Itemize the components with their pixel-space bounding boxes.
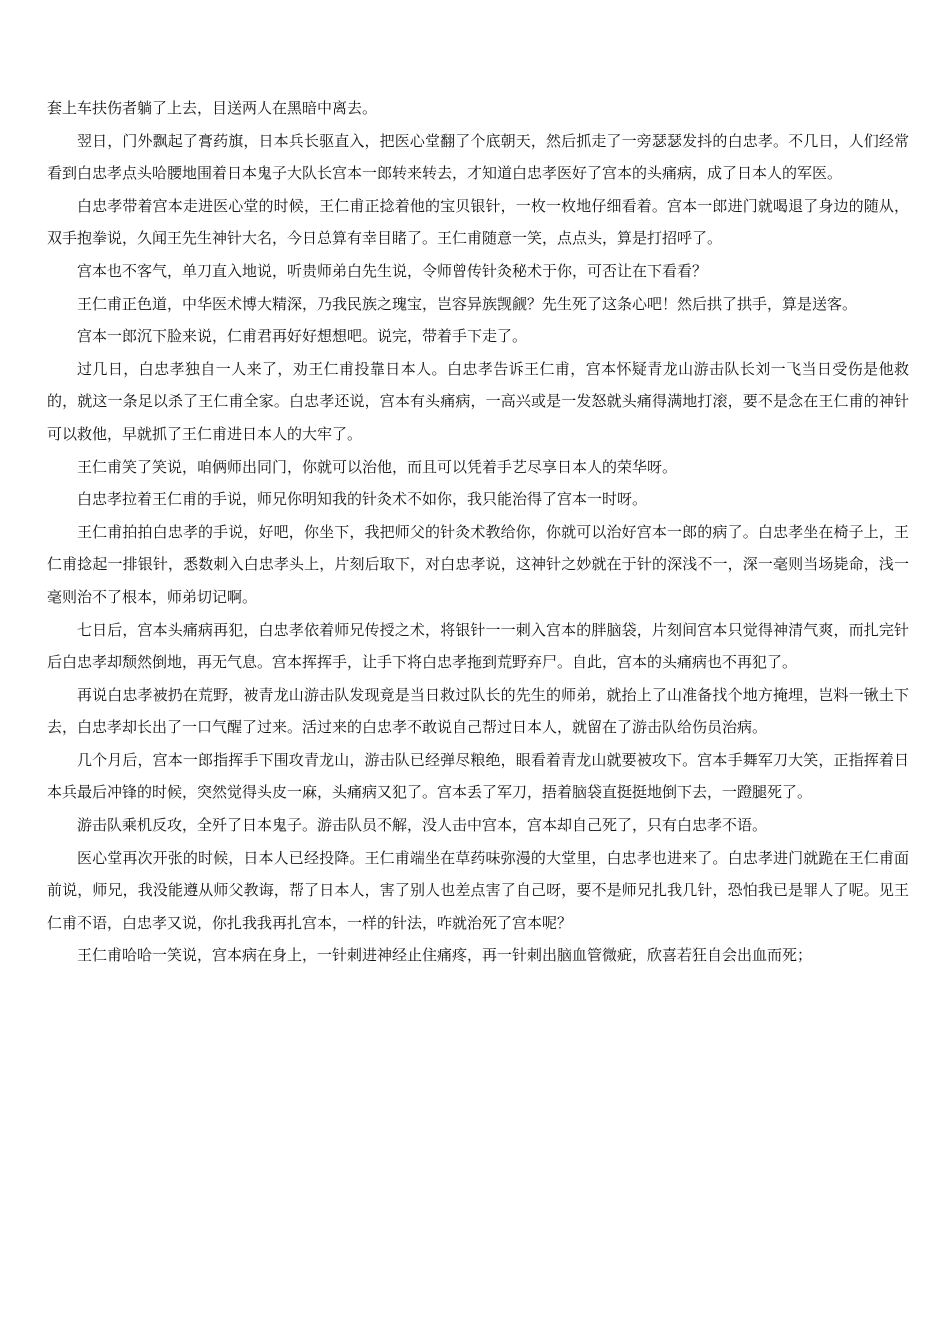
- paragraph-5: 王仁甫正色道，中华医术博大精深，乃我民族之瑰宝，岂容异族觊觎？先生死了这条心吧！然后拱了拱手，算是送客。: [77, 294, 858, 313]
- paragraph-12: 再说白忠孝被扔在荒野，被青龙山游击队发现竟是当日救过队长的先生的师弟，就抬上了山准备找个地方掩埋，岂料一锹土下去，白忠孝却长出了一口气醒了过来。活过来的白忠孝不敢说自己帮过日本人，就留在了游击队给伤员治病。: [47, 685, 909, 737]
- paragraph-10: 王仁甫拍拍白忠孝的手说，好吧，你坐下，我把师父的针灸术教给你，你就可以治好宫本一郎的病了。白忠孝坐在椅子上，王仁甫捻起一排银针，悉数刺入白忠孝头上，片刻后取下，对白忠孝说，这神针之妙就在于针的深浅不一，深一毫则当场毙命，浅一毫则治不了根本，师弟切记啊。: [47, 522, 909, 606]
- paragraph-8: 王仁甫笑了笑说，咱俩师出同门，你就可以治他，而且可以凭着手艺尽享日本人的荣华呀。: [77, 457, 678, 476]
- paragraph-14: 游击队乘机反攻，全歼了日本鬼子。游击队员不解，没人击中宫本，宫本却自己死了，只有白忠孝不语。: [77, 816, 768, 835]
- paragraph-4: 宫本也不客气，单刀直入地说，听贵师弟白先生说，令师曾传针灸秘术于你，可否让在下看看？: [77, 261, 708, 280]
- paragraph-7: 过几日，白忠孝独自一人来了，劝王仁甫投靠日本人。白忠孝告诉王仁甫，宫本怀疑青龙山游击队长刘一飞当日受伤是他救的，就这一条足以杀了王仁甫全家。白忠孝还说，宫本有头痛病，一高兴或是一发怒就头痛得满地打滚，要不是念在王仁甫的神针可以救他，早就抓了王仁甫进日本人的大牢了。: [47, 359, 909, 443]
- paragraph-6: 宫本一郎沉下脸来说，仁甫君再好好想想吧。说完，带着手下走了。: [77, 327, 528, 346]
- paragraph-16: 王仁甫哈哈一笑说，宫本病在身上，一针刺进神经止住痛疼，再一针刺出脑血管微疵，欣喜若狂自会出血而死；: [77, 946, 813, 965]
- paragraph-9: 白忠孝拉着王仁甫的手说，师兄你明知我的针灸术不如你，我只能治得了宫本一时呀。: [77, 490, 648, 509]
- paragraph-2: 翌日，门外飘起了膏药旗，日本兵长驱直入，把医心堂翻了个底朝天，然后抓走了一旁瑟瑟发抖的白忠孝。不几日，人们经常看到白忠孝点头哈腰地围着日本鬼子大队长宫本一郎转来转去，才知道白忠孝医好了宫本的头痛病，成了日本人的军医。: [47, 131, 909, 183]
- paragraph-1: 套上车扶伤者躺了上去，目送两人在黑暗中离去。: [47, 99, 378, 117]
- paragraph-11: 七日后，宫本头痛病再犯，白忠孝依着师兄传授之术，将银针一一刺入宫本的胖脑袋，片刻间宫本只觉得神清气爽，而扎完针后白忠孝却颓然倒地，再无气息。宫本挥挥手，让手下将白忠孝拖到荒野弃尸。自此，宫本的头痛病也不再犯了。: [47, 620, 909, 672]
- paragraph-13: 几个月后，宫本一郎指挥手下围攻青龙山，游击队已经弹尽粮绝，眼看着青龙山就要被攻下。宫本手舞军刀大笑，正指挥着日本兵最后冲锋的时候，突然觉得头皮一麻，头痛病又犯了。宫本丢了军刀，捂着脑袋直挺挺地倒下去，一蹬腿死了。: [47, 750, 909, 802]
- paragraph-3: 白忠孝带着宫本走进医心堂的时候，王仁甫正捻着他的宝贝银针，一枚一枚地仔细看着。宫本一郎进门就喝退了身边的随从，双手抱拳说，久闻王先生神针大名，今日总算有幸目睹了。王仁甫随意一笑，点点头，算是打招呼了。: [47, 196, 909, 248]
- paragraph-15: 医心堂再次开张的时候，日本人已经投降。王仁甫端坐在草药味弥漫的大堂里，白忠孝也进来了。白忠孝进门就跪在王仁甫面前说，师兄，我没能遵从师父教诲，帮了日本人，害了别人也差点害了自己呀，要不是师兄扎我几针，恐怕我已是罪人了呢。见王仁甫不语，白忠孝又说，你扎我我再扎宫本，一样的针法，咋就治死了宫本呢？: [47, 848, 909, 932]
- document-body: [47, 92, 909, 972]
